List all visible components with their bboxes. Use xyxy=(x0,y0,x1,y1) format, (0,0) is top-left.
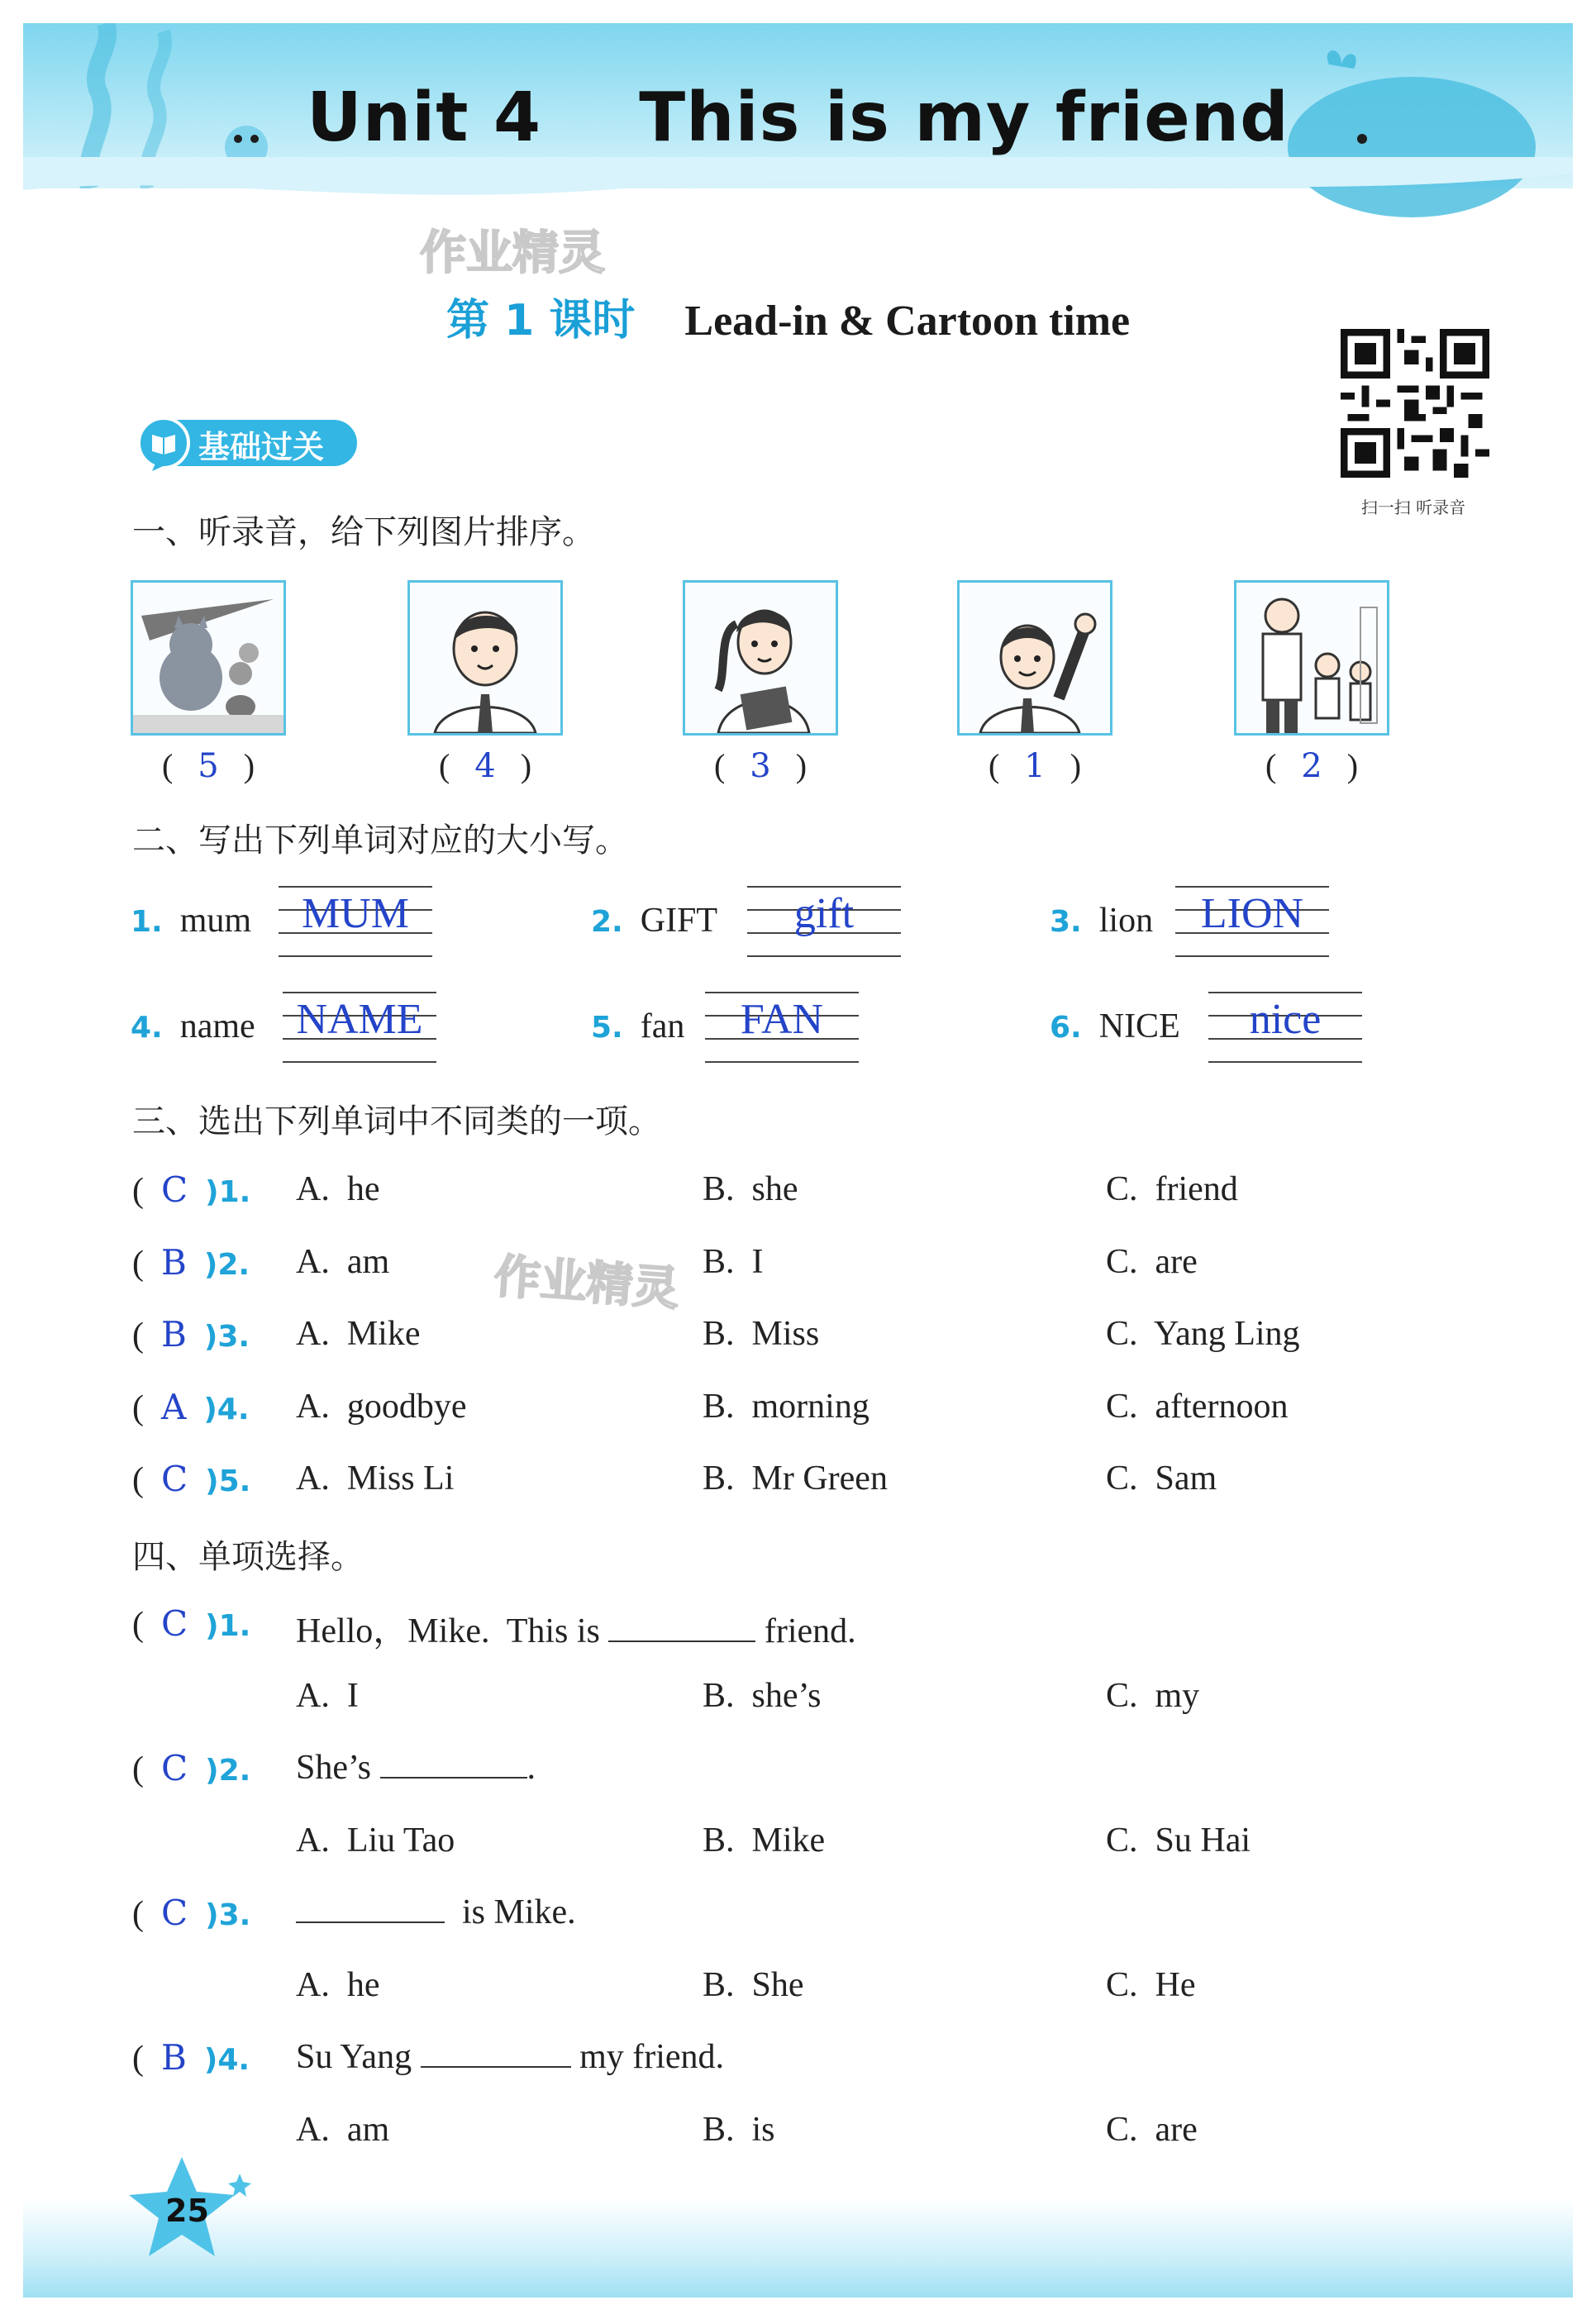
lesson-title xyxy=(446,285,1130,347)
answer-text-6[interactable]: nice xyxy=(1249,996,1322,1043)
unit-title: Unit 4 This is my friend xyxy=(307,79,1289,157)
answer-2[interactable]: 4 xyxy=(474,747,496,785)
question-text: Su Yang my friend. xyxy=(296,2038,725,2076)
option-b: B. I xyxy=(703,1243,764,1281)
word-text: lion xyxy=(1098,902,1154,940)
question-row: ( A )4. xyxy=(132,1387,250,1427)
choice-answer[interactable]: C xyxy=(161,1459,188,1499)
word-text: name xyxy=(179,1007,255,1045)
answer-1[interactable]: 5 xyxy=(198,747,219,785)
teacher-with-children-icon xyxy=(1236,583,1387,733)
section2-heading: 二、写出下列单词对应的大小写。 xyxy=(132,821,628,860)
answer-paren-4: ( 1 ) xyxy=(988,747,1082,785)
answer-4[interactable]: 1 xyxy=(1024,747,1046,785)
option-a: A. am xyxy=(296,2111,390,2149)
watermark: 作业精灵 xyxy=(492,1250,681,1317)
question-row: ( B )3. xyxy=(132,1314,250,1355)
word-text: NICE xyxy=(1098,1007,1180,1045)
boy-waving-icon xyxy=(960,583,1110,733)
choice-answer[interactable]: C xyxy=(161,1893,188,1933)
answer-blank[interactable] xyxy=(421,2041,571,2068)
option-c: C. friend xyxy=(1106,1170,1238,1208)
option-c: C. Sam xyxy=(1106,1459,1217,1498)
answer-paren-5: ( 2 ) xyxy=(1265,747,1359,785)
option-b: B. morning xyxy=(703,1388,869,1426)
option-b: B. She xyxy=(703,1966,804,2004)
answer-text-2[interactable]: gift xyxy=(793,890,855,937)
header-wave xyxy=(23,157,1573,207)
lesson-name: Lead-in & Cartoon time xyxy=(684,298,1131,345)
option-c: C. are xyxy=(1106,1243,1198,1281)
question-row: ( C )1. xyxy=(132,1603,251,1644)
option-c: C. my xyxy=(1106,1677,1200,1715)
word-item-5: 5. fan xyxy=(591,1007,685,1045)
answer-blank[interactable] xyxy=(296,1897,445,1923)
word-item-2: 2. GIFT xyxy=(591,902,718,940)
page-number: 25 xyxy=(165,2193,209,2229)
option-a: A. goodbye xyxy=(296,1388,467,1426)
word-item-1: 1. mum xyxy=(131,902,252,940)
picture-4 xyxy=(957,580,1112,736)
lesson-number: 第 1 课时 xyxy=(446,296,636,345)
option-a: A. he xyxy=(296,1966,380,2004)
option-a: A. Miss Li xyxy=(296,1459,455,1498)
option-c: C. He xyxy=(1106,1966,1196,2004)
word-item-4: 4. name xyxy=(131,1007,255,1045)
option-a: A. am xyxy=(296,1243,390,1281)
girl-with-book-icon xyxy=(685,583,836,733)
option-a: A. I xyxy=(296,1677,359,1715)
picture-1 xyxy=(131,580,286,736)
answer-paren-2: ( 4 ) xyxy=(438,747,532,785)
option-a: A. Liu Tao xyxy=(296,1821,455,1859)
word-text: fan xyxy=(640,1007,685,1045)
option-b: B. is xyxy=(703,2111,775,2149)
option-c: C. Yang Ling xyxy=(1106,1315,1300,1353)
choice-answer[interactable]: A xyxy=(161,1387,187,1427)
qr-caption: 扫一扫 听录音 xyxy=(1360,498,1466,517)
option-c: C. Su Hai xyxy=(1106,1821,1251,1859)
question-text: She’s . xyxy=(296,1749,536,1787)
answer-paren-1: ( 5 ) xyxy=(161,747,255,785)
answer-blank[interactable] xyxy=(380,1752,527,1779)
picture-5 xyxy=(1234,580,1389,736)
answer-paren-3: ( 3 ) xyxy=(713,747,808,785)
option-a: A. he xyxy=(296,1170,380,1208)
word-text: GIFT xyxy=(640,902,718,940)
option-c: C. are xyxy=(1106,2111,1198,2149)
question-row: ( C )1. xyxy=(132,1169,251,1210)
question-row: ( C )2. xyxy=(132,1748,251,1788)
question-row: ( B )4. xyxy=(132,2037,250,2078)
boy-portrait-icon xyxy=(410,583,560,733)
qr-code-icon[interactable] xyxy=(1341,329,1489,478)
badge-label: 基础过关 xyxy=(198,429,325,465)
word-item-6: 6. NICE xyxy=(1050,1007,1180,1045)
question-text: Hello，Mike. This is friend. xyxy=(296,1612,856,1650)
answer-text-3[interactable]: LION xyxy=(1200,890,1304,937)
choice-answer[interactable]: B xyxy=(161,2037,187,2078)
question-row: ( B )2. xyxy=(132,1242,250,1283)
question-row: ( C )3. xyxy=(132,1893,251,1933)
word-text: mum xyxy=(179,902,252,940)
choice-answer[interactable]: C xyxy=(161,1169,188,1210)
answer-3[interactable]: 3 xyxy=(750,747,771,785)
option-b: B. Mr Green xyxy=(703,1459,888,1498)
choice-answer[interactable]: B xyxy=(161,1314,187,1355)
choice-answer[interactable]: C xyxy=(161,1748,188,1788)
option-c: C. afternoon xyxy=(1106,1388,1289,1426)
section1-heading: 一、听录音，给下列图片排序。 xyxy=(132,513,595,551)
question-row: ( C )5. xyxy=(132,1459,251,1499)
answer-text-1[interactable]: MUM xyxy=(301,890,410,937)
option-b: B. she’s xyxy=(703,1677,822,1715)
option-b: B. Mike xyxy=(703,1821,826,1859)
question-text: is Mike. xyxy=(296,1893,576,1932)
cat-and-mice-icon xyxy=(133,583,283,733)
section3-heading: 三、选出下列单词中不同类的一项。 xyxy=(132,1102,661,1140)
section4-heading: 四、单项选择。 xyxy=(132,1538,364,1576)
answer-blank[interactable] xyxy=(608,1616,755,1642)
picture-3 xyxy=(683,580,838,736)
answer-text-4[interactable]: NAME xyxy=(296,996,423,1043)
choice-answer[interactable]: C xyxy=(161,1603,188,1644)
word-item-3: 3. lion xyxy=(1050,902,1154,940)
choice-answer[interactable]: B xyxy=(161,1242,187,1283)
watermark: 作业精灵 xyxy=(420,226,605,280)
answer-text-5[interactable]: FAN xyxy=(740,996,824,1043)
picture-2 xyxy=(407,580,563,736)
option-a: A. Mike xyxy=(296,1315,421,1353)
answer-5[interactable]: 2 xyxy=(1301,747,1322,785)
option-b: B. she xyxy=(703,1170,798,1208)
option-b: B. Miss xyxy=(703,1315,820,1353)
